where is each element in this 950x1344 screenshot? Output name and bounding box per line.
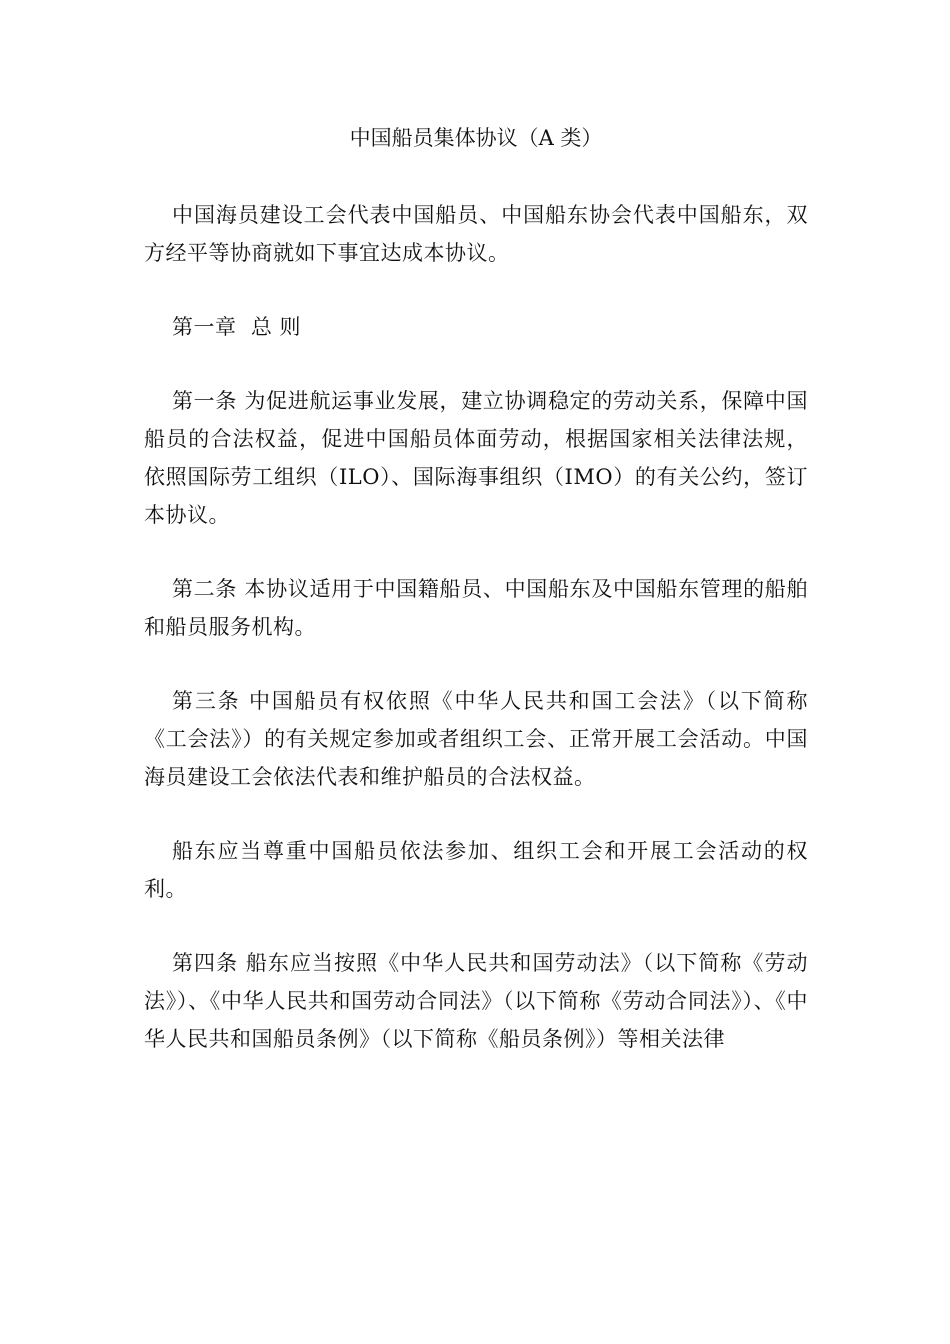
document-title: 中国船员集体协议（A 类） — [349, 126, 603, 150]
document-body — [144, 120, 808, 1094]
article-3-paragraph: 第三条 中国船员有权依照《中华人民共和国工会法》（以下简称《工会法》）的有关规定参加或者组织工会、正常开展工会活动。中国海员建设工会依法代表和维护船员的合法权益。 — [144, 689, 808, 789]
article-1-paragraph: 第一条 为促进航运事业发展，建立协调稳定的劳动关系，保障中国船员的合法权益，促进中国船员体面劳动，根据国家相关法律法规，依照国际劳工组织（ILO）、国际海事组织（IMO）的有关公约，签订本协议。 — [144, 389, 808, 527]
chapter-heading: 第一章 总 则 — [172, 315, 302, 339]
preamble-paragraph: 中国海员建设工会代表中国船员、中国船东协会代表中国船东，双方经平等协商就如下事宜达成本协议。 — [144, 203, 808, 265]
article-3-continuation-paragraph: 船东应当尊重中国船员依法参加、组织工会和开展工会活动的权利。 — [144, 839, 808, 901]
article-4-paragraph: 第四条 船东应当按照《中华人民共和国劳动法》（以下简称《劳动法》）、《中华人民共和国劳动合同法》（以下简称《劳动合同法》）、《中华人民共和国船员条例》（以下简称《船员条例》）等相关法律 — [144, 951, 808, 1051]
article-2-paragraph: 第二条 本协议适用于中国籍船员、中国船东及中国船东管理的船舶和船员服务机构。 — [144, 577, 808, 639]
